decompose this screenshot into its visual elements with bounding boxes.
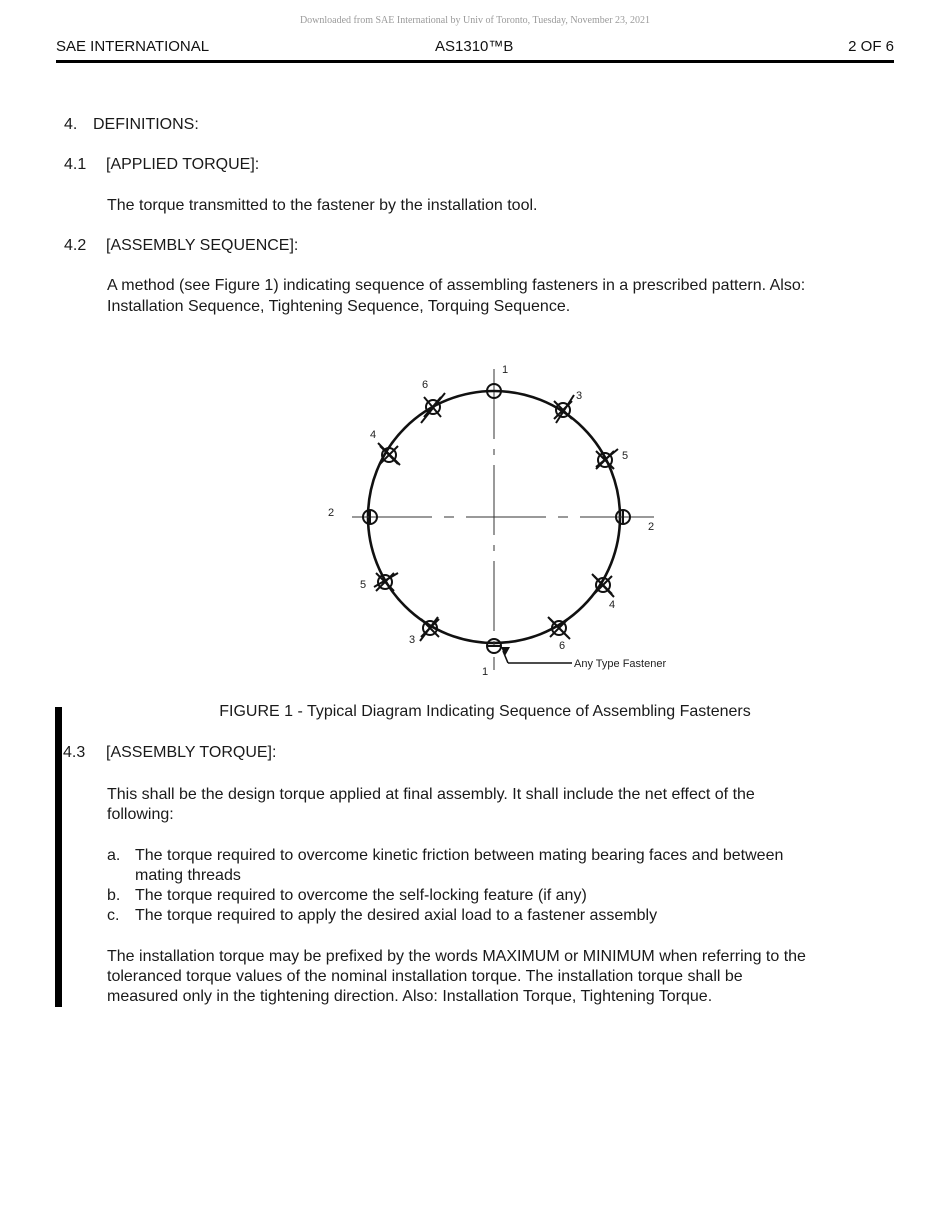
fastener-lower-right-4	[592, 574, 614, 597]
label-upper-left-6: 6	[422, 379, 429, 391]
revision-change-bar	[55, 707, 62, 1007]
fastener-lower-right-6	[548, 617, 570, 639]
label-left-2: 2	[328, 507, 335, 519]
label-lower-right-6: 6	[559, 640, 566, 652]
section-4-3-closing-line2: toleranced torque values of the nominal installation torque. The installation torque shall be	[107, 968, 743, 985]
page-header	[56, 38, 894, 58]
list-item-c-letter: c.	[107, 907, 120, 924]
section-4-3-closing-line3: measured only in the tightening direction. Also: Installation Torque, Tightening Torque.	[107, 988, 713, 1005]
section-4-2-body-line2: Installation Sequence, Tightening Sequence, Torquing Sequence.	[107, 298, 571, 315]
section-4-1-number: 4.1	[64, 156, 87, 173]
download-watermark: Downloaded from SAE International by Univ of Toronto, Tuesday, November 23, 2021	[299, 15, 651, 26]
list-item-c-line1: The torque required to apply the desired axial load to a fastener assembly	[135, 907, 658, 924]
fastener-upper-left-6	[421, 393, 445, 423]
figure-1-caption: FIGURE 1 - Typical Diagram Indicating Sequence of Assembling Fasteners	[219, 703, 751, 720]
section-4-3-intro-line1: This shall be the design torque applied at final assembly. It shall include the net effect of the	[107, 786, 755, 803]
label-right-2: 2	[648, 521, 655, 533]
fastener-lower-left-3	[420, 617, 439, 641]
header-rule	[56, 60, 894, 63]
header-page-number: 2 OF 6	[848, 38, 894, 55]
list-item-b-letter: b.	[107, 887, 121, 904]
section-4-1-title: [APPLIED TORQUE]:	[106, 156, 260, 173]
label-upper-left-4: 4	[370, 429, 377, 441]
list-item-a-line1: The torque required to overcome kinetic friction between mating bearing faces and between	[135, 847, 784, 864]
label-upper-right-5: 5	[622, 450, 629, 462]
section-4-3-closing-line1: The installation torque may be prefixed by the words MAXIMUM or MINIMUM when referring to the	[107, 948, 806, 965]
figure-1-diagram	[320, 355, 700, 685]
fastener-upper-right-5	[596, 449, 618, 469]
section-4-3-number: 4.3	[63, 744, 86, 761]
label-bottom-1: 1	[482, 666, 489, 678]
section-4-3-title: [ASSEMBLY TORQUE]:	[106, 744, 277, 761]
fastener-lower-left-5	[374, 573, 398, 591]
header-doc-id: AS1310™B	[435, 38, 514, 55]
section-4-title: DEFINITIONS:	[93, 116, 199, 133]
section-4-2-number: 4.2	[64, 237, 87, 254]
header-org: SAE INTERNATIONAL	[56, 38, 210, 55]
label-lower-left-3: 3	[409, 634, 416, 646]
callout-label: Any Type Fastener	[574, 658, 667, 670]
label-lower-left-5: 5	[360, 579, 367, 591]
section-4-1-body: The torque transmitted to the fastener by the installation tool.	[107, 197, 538, 214]
section-4-3-intro-line2: following:	[107, 806, 174, 823]
label-lower-right-4: 4	[609, 599, 616, 611]
list-item-b-line1: The torque required to overcome the self-locking feature (if any)	[135, 887, 587, 904]
section-4-2-title: [ASSEMBLY SEQUENCE]:	[106, 237, 299, 254]
label-upper-right-3: 3	[576, 390, 583, 402]
label-top-1: 1	[502, 364, 509, 376]
list-item-a-line2: mating threads	[135, 867, 241, 884]
section-4-number: 4.	[64, 116, 78, 133]
section-4-2-body-line1: A method (see Figure 1) indicating sequence of assembling fasteners in a prescribed pattern. Also:	[107, 277, 806, 294]
fastener-upper-right-3	[554, 395, 574, 423]
list-item-a-letter: a.	[107, 847, 121, 864]
